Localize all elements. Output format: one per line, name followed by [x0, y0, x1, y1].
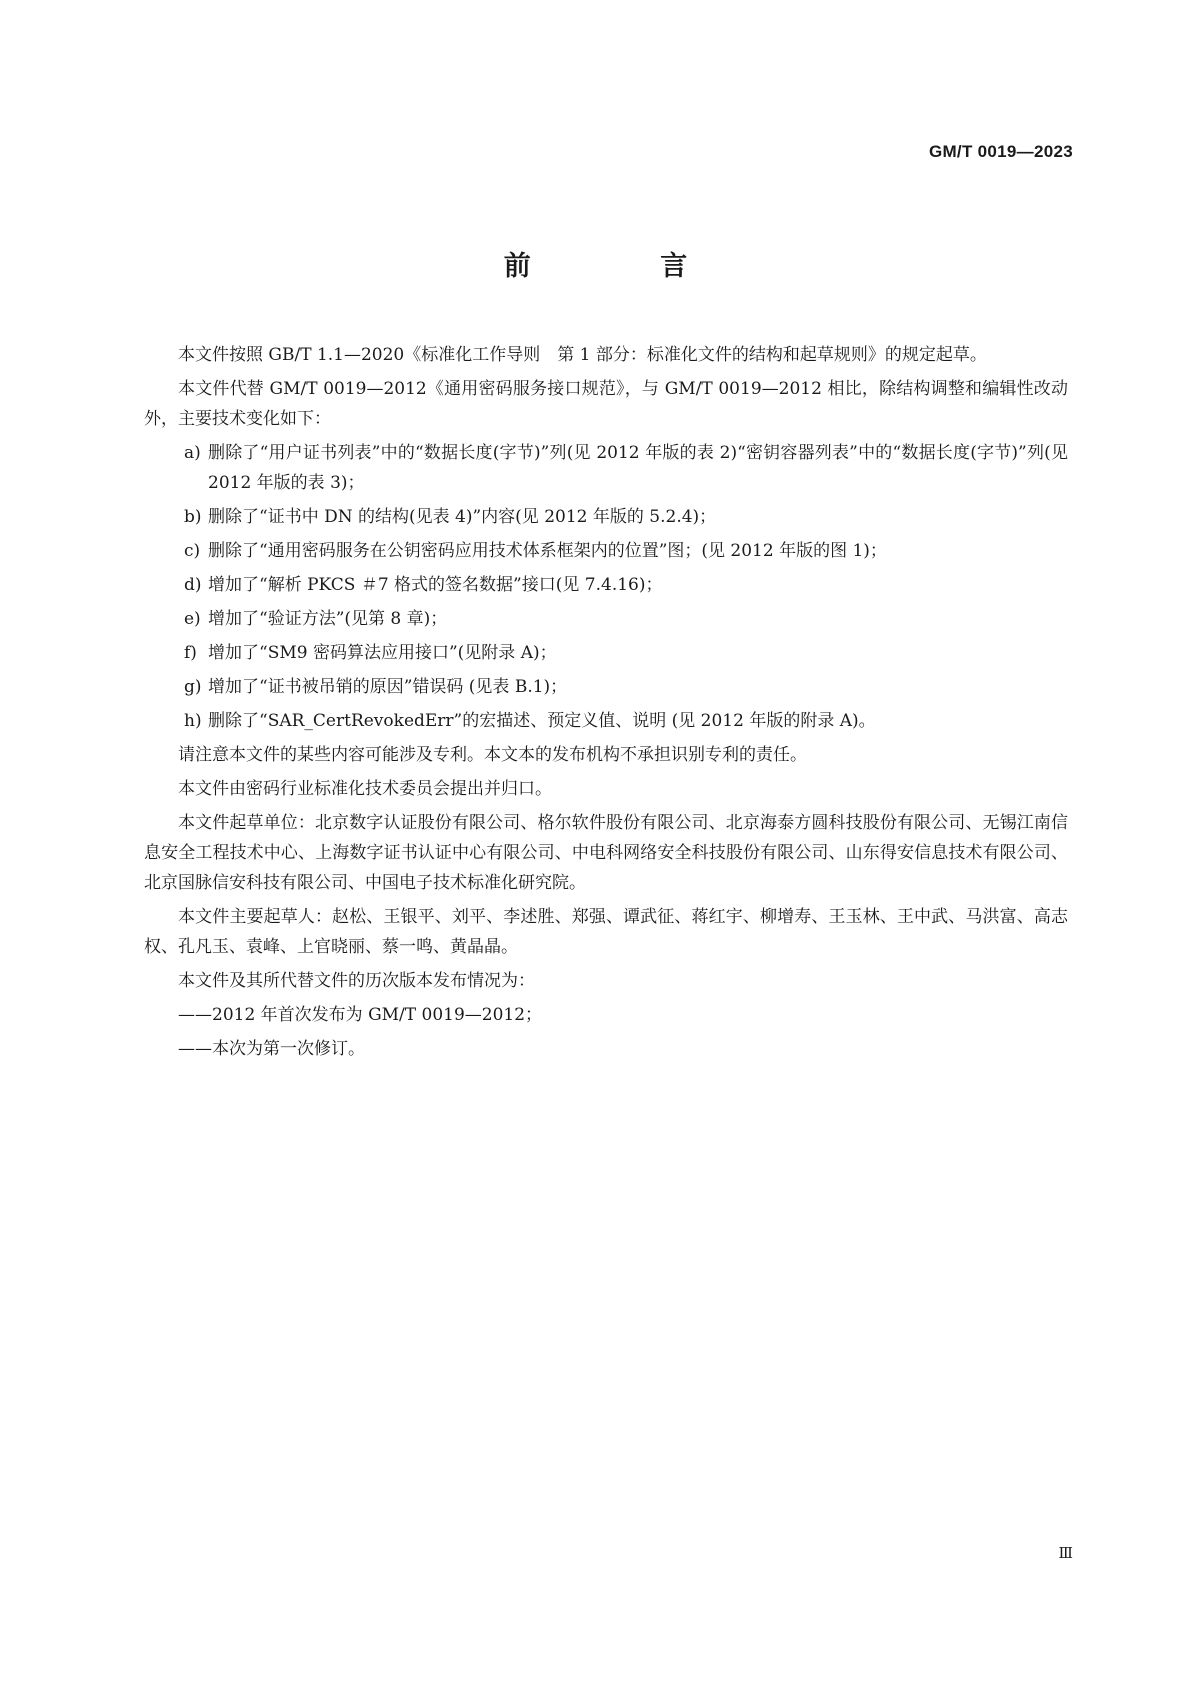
list-item	[144, 638, 1068, 668]
list-marker: b)	[184, 507, 202, 527]
history-item: ——2012 年首次发布为 GM/T 0019—2012；	[178, 1005, 543, 1025]
document-code: GM/T 0019—2023	[928, 142, 1073, 161]
paragraph-drafting-rules: 本文件按照 GB/T 1.1—2020《标准化工作导则 第 1 部分：标准化文件的结构和起草规则》的规定起草。	[178, 345, 987, 365]
list-item	[144, 502, 1068, 532]
paragraph-patent-notice: 请注意本文件的某些内容可能涉及专利。本文本的发布机构不承担识别专利的责任。	[178, 745, 807, 765]
list-marker: f)	[184, 643, 197, 663]
list-marker: h)	[184, 711, 202, 731]
paragraph-version-history: 本文件及其所代替文件的历次版本发布情况为：	[178, 971, 535, 991]
list-marker: a)	[184, 443, 201, 463]
list-item	[144, 706, 1068, 736]
foreword-body	[144, 340, 1068, 1068]
list-item-text: 删除了“通用密码服务在公钥密码应用技术体系框架内的位置”图；(见 2012 年版的图 1)；	[208, 541, 887, 561]
paragraph-drafters: 本文件主要起草人：赵松、王银平、刘平、李述胜、郑强、谭武征、蒋红宇、柳增寿、王玉林、王中武、马洪富、高志权、孔凡玉、袁峰、上官晓丽、蔡一鸣、黄晶晶。	[144, 907, 1068, 957]
page-title: 前 言	[503, 251, 748, 282]
list-item	[144, 672, 1068, 702]
list-item-text: 增加了“验证方法”(见第 8 章)；	[208, 609, 448, 629]
list-item-text: 增加了“证书被吊销的原因”错误码 (见表 B.1)；	[208, 677, 568, 697]
list-marker: d)	[184, 575, 202, 595]
paragraph-replacement: 本文件代替 GM/T 0019—2012《通用密码服务接口规范》，与 GM/T 0019—2012 相比，除结构调整和编辑性改动外，主要技术变化如下：	[144, 379, 1068, 429]
history-item: ——本次为第一次修订。	[178, 1039, 365, 1059]
list-item	[144, 536, 1068, 566]
list-item-text: 增加了“SM9 密码算法应用接口”(见附录 A)；	[208, 643, 557, 663]
list-item-text: 删除了“证书中 DN 的结构(见表 4)”内容(见 2012 年版的 5.2.4)；	[208, 507, 717, 527]
list-item-text: 删除了“用户证书列表”中的“数据长度(字节)”列(见 2012 年版的表 2)“密钥容器列表”中的“数据长度(字节)”列(见 2012 年版的表 3)；	[208, 443, 1068, 493]
page-number: Ⅲ	[1058, 1544, 1073, 1562]
list-marker: e)	[184, 609, 201, 629]
list-item-text: 增加了“解析 PKCS ＃7 格式的签名数据”接口(见 7.4.16)；	[208, 575, 663, 595]
paragraph-drafting-units: 本文件起草单位：北京数字认证股份有限公司、格尔软件股份有限公司、北京海泰方圆科技股份有限公司、无锡江南信息安全工程技术中心、上海数字证书认证中心有限公司、中电科网络安全科技股份有限公司、山东得安信息技术有限公司、北京国脉信安科技有限公司、中国电子技术标准化研究院。	[144, 813, 1068, 893]
list-item-text: 删除了“SAR_CertRevokedErr”的宏描述、预定义值、说明 (见 2012 年版的附录 A)。	[208, 711, 876, 731]
list-marker: g)	[184, 677, 202, 697]
paragraph-proposer: 本文件由密码行业标准化技术委员会提出并归口。	[178, 779, 552, 799]
list-item	[144, 438, 1068, 498]
list-item	[144, 570, 1068, 600]
list-item	[144, 604, 1068, 634]
list-marker: c)	[184, 541, 201, 561]
